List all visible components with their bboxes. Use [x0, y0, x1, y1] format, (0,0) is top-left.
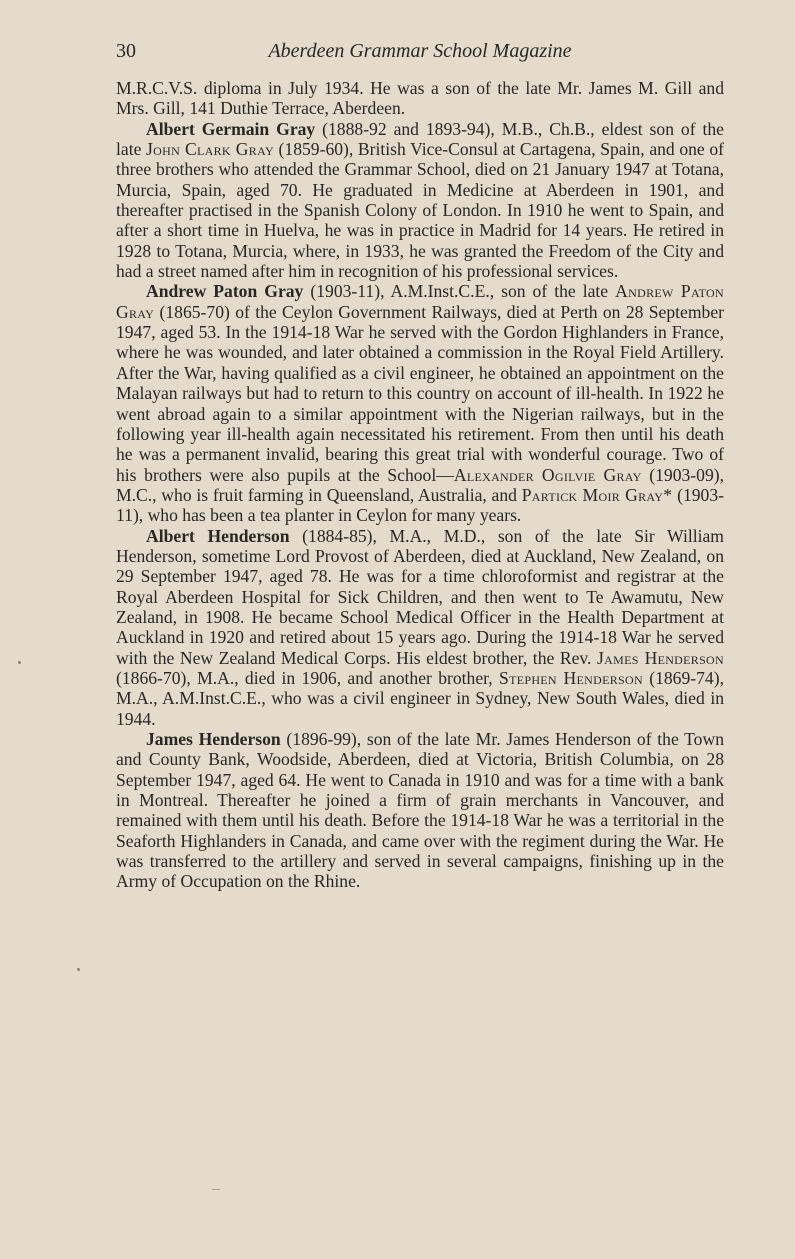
paragraph-text: (1888-92 and 1893-94), M.B., Ch.B., eldest son of the late — [116, 118, 724, 160]
paragraph-text: (1865-70) of the Ceylon Government Railways, died at Perth on 28 September 1947, aged 53. In the 1914-18 War he served with the Gordon Highlanders in France, where he was wounded, and later obtained a commission in the Royal Field Artillery. After the War, having qualified as a civil engineer, he obtained an appointment on the Malayan railways but had to return to this country on account of ill-health. In 1922 he went abroad again to a similar appointment with the Nigerian railways, but in the following year ill-health again necessitated his retirement. From then until his death he was a permanent invalid, bearing this great trial with wonderful courage. Two of his brothers were also pupils at the School— — [116, 301, 724, 485]
running-title: Aberdeen Grammar School Magazine — [268, 40, 572, 62]
relative-name: James Henderson — [597, 647, 724, 668]
paper-speck — [77, 968, 80, 971]
paragraph-text: (1903-09), M.C., who is fruit farming in Queensland, Australia, and — [116, 464, 725, 505]
relative-name: Stephen Henderson — [499, 667, 643, 688]
paragraph-text: (1869-74), M.A., A.M.Inst.C.E., who was a civil engineer in Sydney, New South Wales, died in 1944. — [116, 667, 724, 729]
obituary-albert-henderson — [116, 526, 724, 729]
person-name: Albert Germain Gray — [146, 118, 316, 139]
paper-speck — [18, 661, 21, 664]
article-body — [116, 78, 724, 892]
person-name: James Henderson — [146, 729, 281, 749]
obituary-albert-germain-gray — [116, 119, 724, 282]
paragraph-text: (1903-11), who has been a tea planter in Ceylon for many years. — [116, 484, 724, 526]
relative-name: Partick Moir Gray* — [521, 484, 673, 505]
obituary-james-henderson — [116, 729, 724, 892]
paragraph-text: (1903-11), A.M.Inst.C.E., son of the late — [303, 281, 616, 302]
obituary-andrew-paton-gray — [116, 281, 724, 525]
paragraph-text: (1859-60), British Vice-Consul at Cartagena, Spain, and one of three brothers who attended the Grammar School, died on 21 January 1947 at Totana, Murcia, Spain, aged 70. He graduated in Medicine at Aberdeen in 1901, and thereafter practised in the Spanish Colony of London. In 1910 he went to Spain, and after a short time in Huelva, he was in practice in Madrid for 14 years. He retired in 1928 to Totana, Murcia, where, in 1933, he was granted the Freedom of the City and had a street named after him in recognition of his professional services. — [116, 139, 725, 282]
print-mark — [212, 1189, 220, 1190]
page-number: 30 — [116, 40, 136, 62]
person-name: Andrew Paton Gray — [146, 281, 304, 302]
relative-name: John Clark Gray — [146, 139, 274, 160]
relative-name: Alexander Ogilvie Gray — [453, 464, 642, 485]
paragraph-text: M.R.C.V.S. diploma in July 1934. He was a son of the late Mr. James M. Gill and Mrs. Gill, 141 Duthie Terrace, Aberdeen. — [116, 78, 724, 119]
page-header — [116, 40, 724, 70]
paragraph-text: (1896-99), son of the late Mr. James Henderson of the Town and County Bank, Woodside, Aberdeen, died at Victoria, British Columbia, on 28 September 1947, aged 64. He went to Canada in 1910 and was for a time with a bank in Montreal. Thereafter he joined a firm of grain merchants in Vancouver, and remained with them until his death. Before the 1914-18 War he was a territorial in the Seaforth Highlanders in Canada, and came over with the regiment during the War. He was transferred to the artillery and served in several campaigns, finishing up in the Army of Occupation on the Rhine. — [116, 729, 724, 892]
person-name: Albert Henderson — [146, 525, 290, 546]
paragraph-continuation — [116, 78, 724, 119]
paragraph-text: (1866-70), M.A., died in 1906, and another brother, — [116, 667, 500, 688]
paragraph-text: (1884-85), M.A., M.D., son of the late Sir William Henderson, sometime Lord Provost of Aberdeen, died at Auckland, New Zealand, on 29 September 1947, aged 78. He was for a time chloroformist and registrar at the Royal Aberdeen Hospital for Sick Children, and then went to Te Awamutu, New Zealand, in 1908. He became School Medical Officer in the Health Department at Auckland in 1920 and retired about 15 years ago. During the 1914-18 War he served with the New Zealand Medical Corps. His eldest brother, the Rev. — [116, 525, 724, 668]
relative-name: Andrew Paton Gray — [116, 281, 724, 322]
